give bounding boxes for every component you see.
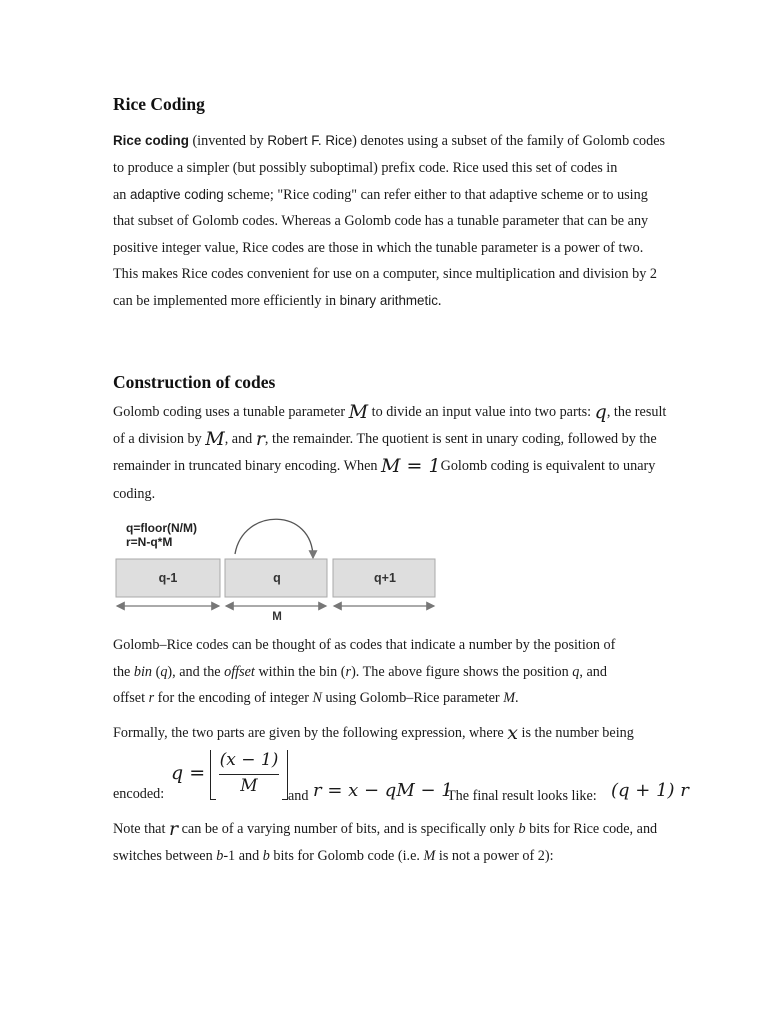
encoded-label: encoded: <box>113 786 165 802</box>
and-label: and <box>288 788 309 804</box>
math-M: M <box>348 401 369 423</box>
paragraph-line: offset r for the encoding of integer N using Golomb–Rice parameter M. <box>113 690 519 706</box>
label-r-formula: r=N-q*M <box>126 535 173 549</box>
math-final-result: (q + 1) r <box>611 780 689 801</box>
fraction-numerator: (x − 1) <box>219 750 279 770</box>
paragraph-line: an adaptive coding scheme; "Rice coding" can refer either to that adaptive scheme or to using <box>113 187 648 203</box>
math-x: x <box>507 722 518 744</box>
paragraph-line: Formally, the two parts are given by the following expression, where x is the number being <box>113 722 634 744</box>
paragraph-line: that subset of Golomb codes. Whereas a Golomb code has a tunable parameter that can be any <box>113 213 649 229</box>
paragraph-line: to produce a simpler (but possibly suboptimal) prefix code. Rice used this set of codes in <box>113 160 618 176</box>
math-m-equals-1: M = 1 <box>381 455 441 477</box>
paragraph-line: the bin (q), and the offset within the bin (r). The above figure shows the position q, and <box>113 664 607 680</box>
paragraph-line: Golomb coding uses a tunable parameter M to divide an input value into two parts: q, the result <box>113 401 667 423</box>
math-r-equation: r = x − qM − 1 <box>313 780 453 801</box>
heading-rice-coding: Rice Coding <box>113 94 205 114</box>
math-r: r <box>255 428 265 450</box>
paragraph-line: Golomb–Rice codes can be thought of as codes that indicate a number by the position of <box>113 637 616 653</box>
paragraph-line: of a division by M, and r, the remainder. The quotient is sent in unary coding, followed by the <box>113 428 657 450</box>
link-robert-rice[interactable]: Robert F. Rice <box>267 133 353 148</box>
figure-svg <box>113 512 443 624</box>
math-M: M <box>205 428 225 450</box>
paragraph-line: Rice coding (invented by Robert F. Rice) denotes using a subset of the family of Golomb codes <box>113 133 666 149</box>
fraction-bar <box>219 774 279 775</box>
bin-label-q: q <box>273 571 281 585</box>
paragraph-line: switches between b-1 and b bits for Golomb code (i.e. M is not a power of 2): <box>113 848 554 864</box>
bin-label-q-minus-1: q-1 <box>158 571 178 585</box>
offset-arrow <box>235 519 313 558</box>
bin-label-q-plus-1: q+1 <box>374 571 396 585</box>
label-M: M <box>272 611 282 623</box>
link-adaptive-coding[interactable]: adaptive coding <box>129 187 224 202</box>
paragraph-line: coding. <box>113 486 156 502</box>
paragraph-line: can be implemented more efficiently in binary arithmetic. <box>113 293 442 309</box>
math-q: q <box>594 401 607 423</box>
math-r: r <box>168 818 179 840</box>
term-rice-coding: Rice coding <box>113 133 189 148</box>
paragraph-line: remainder in truncated binary encoding. When M = 1Golomb coding is equivalent to unary <box>113 455 656 477</box>
final-result-label: The final result looks like: <box>447 788 597 804</box>
paragraph-line: positive integer value, Rice codes are those in which the tunable parameter is a power of two. <box>113 240 644 256</box>
golomb-bins-figure <box>113 512 443 629</box>
label-q-formula: q=floor(N/M) <box>126 521 197 535</box>
paragraph-line: This makes Rice codes convenient for use on a computer, since multiplication and division by 2 <box>113 266 657 282</box>
math-q-lhs: q = <box>171 762 206 784</box>
floor-brackets <box>210 750 288 800</box>
fraction-denominator: M <box>240 776 258 796</box>
heading-construction-of-codes: Construction of codes <box>113 372 276 392</box>
paragraph-line: Note that r can be of a varying number of bits, and is specifically only b bits for Rice code, and <box>113 818 658 840</box>
link-binary-arithmetic[interactable]: binary arithmetic <box>339 293 438 308</box>
formula-row <box>113 748 713 804</box>
